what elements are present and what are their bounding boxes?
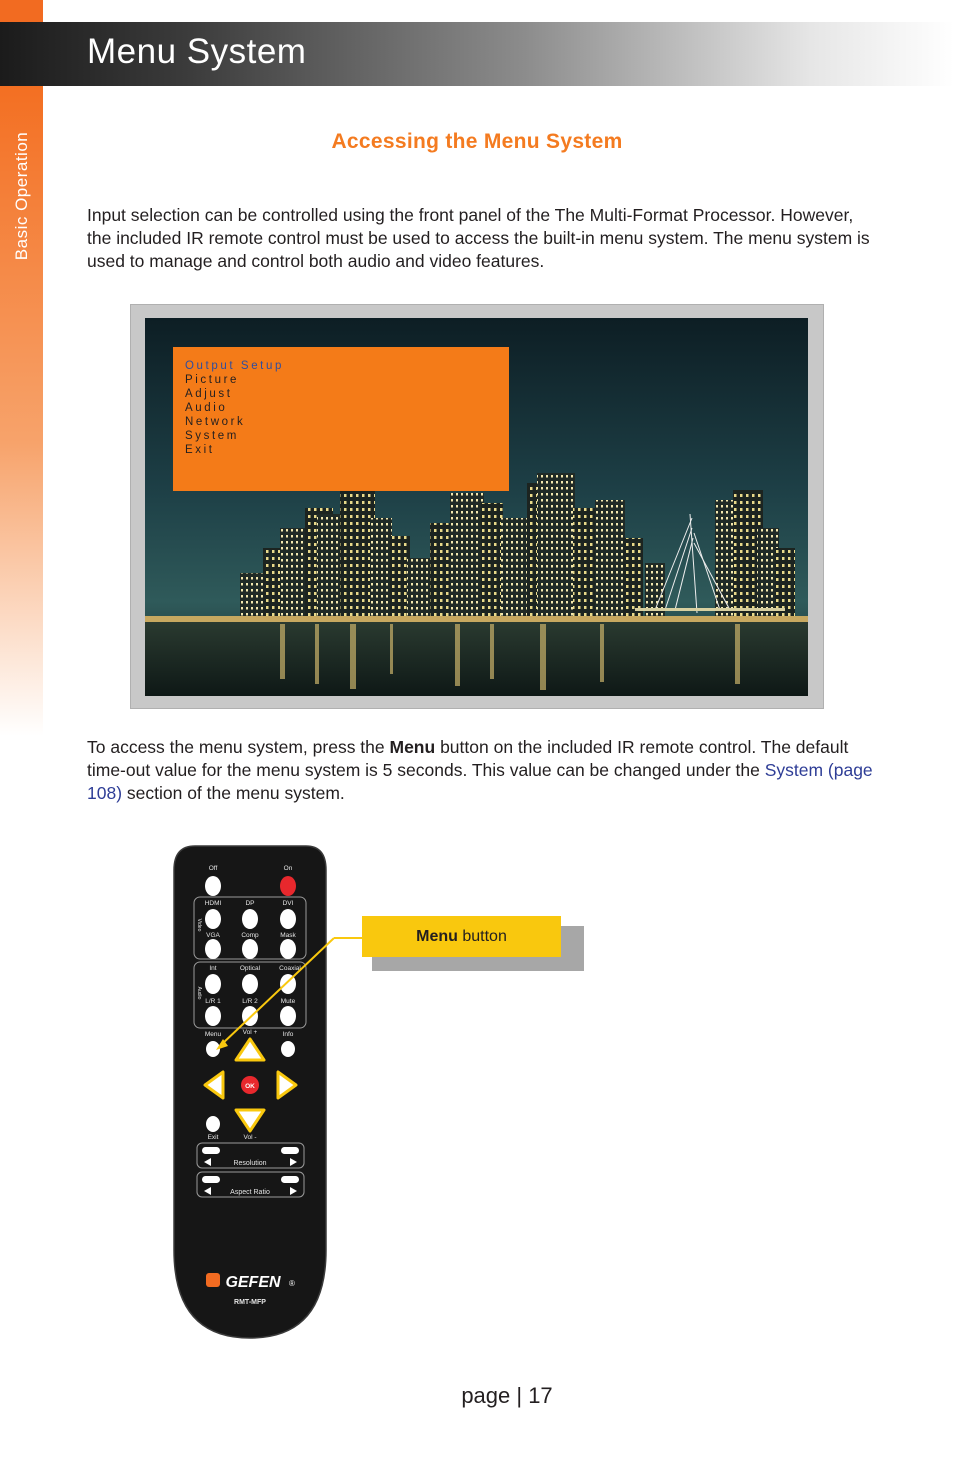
instructions-text-2: button on the included IR remote control. The default time-out value for the menu system is 5 seconds. This value can be changed under the <box>87 737 849 780</box>
osd-menu-item-adjust[interactable]: Adjust <box>185 388 233 400</box>
label-menu: Menu <box>204 1031 222 1038</box>
dvi-button <box>280 909 296 929</box>
optical-button <box>242 974 258 994</box>
label-dvi: DVI <box>282 900 294 907</box>
callout-bold: Menu <box>416 927 458 945</box>
exit-button <box>206 1116 220 1132</box>
system-page-link[interactable]: System (page 108) <box>87 760 873 803</box>
label-mask: Mask <box>280 932 296 939</box>
label-comp: Comp <box>241 932 259 939</box>
intro-paragraph: Input selection can be controlled using the front panel of the The Multi-Format Processor. However, the included IR remote control must be used to access the built-in menu system. The menu system is used to manage and control both audio and video features. <box>87 205 870 271</box>
callout-text: button <box>457 927 507 945</box>
brand-name: GEFEN <box>225 1274 281 1291</box>
osd-menu-title: Output Setup <box>185 360 284 372</box>
section-heading: Accessing the Menu System <box>331 130 623 153</box>
osd-menu-item-system[interactable]: System <box>185 430 239 442</box>
hdmi-button <box>205 909 221 929</box>
label-optical: Optical <box>239 965 261 972</box>
resolution-right-button <box>281 1147 299 1154</box>
osd-menu-item-network[interactable]: Network <box>185 416 246 428</box>
dp-button <box>242 909 258 929</box>
mute-button <box>280 1006 296 1026</box>
gefen-logo-icon <box>206 1273 220 1287</box>
instructions-menu-bold: Menu <box>389 737 436 757</box>
label-mute: Mute <box>280 998 296 1005</box>
mask-button <box>280 939 296 959</box>
label-hdmi: HDMI <box>204 900 222 907</box>
model-number: RMT-MFP <box>234 1299 266 1306</box>
info-button <box>281 1041 295 1057</box>
label-lr2: L/R 2 <box>242 998 258 1005</box>
label-vol-up: Vol + <box>242 1029 258 1036</box>
label-resolution: Resolution <box>233 1160 267 1167</box>
label-info: Info <box>282 1031 294 1038</box>
osd-menu-item-picture[interactable]: Picture <box>185 374 239 386</box>
vga-button <box>205 939 221 959</box>
label-vol-down: Vol - <box>243 1134 257 1141</box>
label-lr1: L/R 1 <box>205 998 221 1005</box>
resolution-left-button <box>202 1147 220 1154</box>
label-video-group: Video <box>196 918 202 932</box>
label-off: Off <box>208 865 218 872</box>
osd-menu-item-audio[interactable]: Audio <box>185 402 228 414</box>
label-coaxial: Coaxial <box>279 965 301 972</box>
off-button <box>205 876 221 896</box>
label-on: On <box>283 865 293 872</box>
page-title: Menu System <box>87 32 307 71</box>
label-dp: DP <box>245 900 255 907</box>
int-button <box>205 974 221 994</box>
aspect-left-button <box>202 1176 220 1183</box>
instructions-text-1: To access the menu system, press the <box>87 737 390 757</box>
label-ok: OK <box>245 1083 255 1090</box>
label-int: Int <box>209 965 217 972</box>
label-exit: Exit <box>207 1134 219 1141</box>
comp-button <box>242 939 258 959</box>
label-aspect-ratio: Aspect Ratio <box>230 1189 270 1196</box>
aspect-right-button <box>281 1176 299 1183</box>
label-audio-group: Audio <box>196 986 202 1000</box>
page-number-wrap <box>0 1383 954 1409</box>
menu-button-callout <box>362 916 561 957</box>
label-vga: VGA <box>206 932 220 939</box>
side-tab-label: Basic Operation <box>11 131 31 261</box>
registered-mark: ® <box>289 1279 295 1288</box>
lr1-button <box>205 1006 221 1026</box>
osd-menu-item-exit[interactable]: Exit <box>185 444 215 456</box>
on-button <box>280 876 296 896</box>
page-number: page | 17 <box>461 1383 553 1408</box>
instructions-text-3: section of the menu system. <box>122 783 345 803</box>
